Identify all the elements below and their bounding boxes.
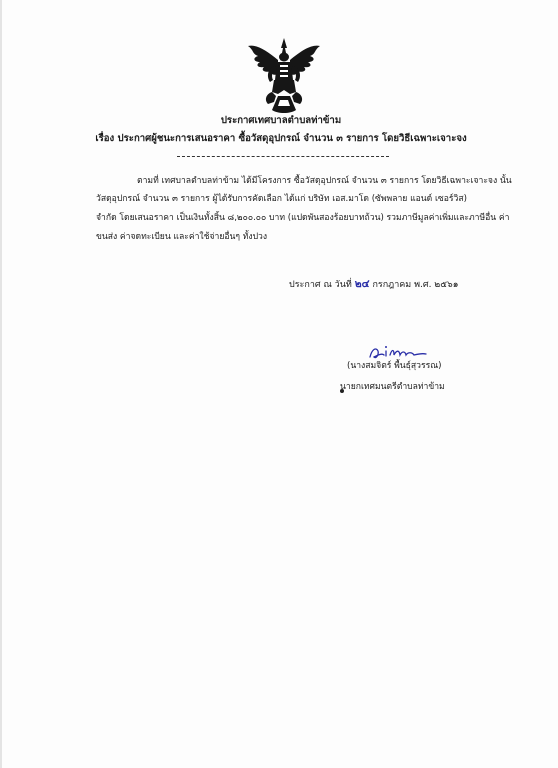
date-prefix: ประกาศ ณ วันที่: [289, 280, 352, 290]
signature-mark: [366, 341, 428, 363]
document-title: ประกาศเทศบาลตำบลท่าข้าม: [220, 115, 342, 126]
garuda-emblem-icon: [244, 36, 324, 116]
body-line: วัสดุอุปกรณ์ จำนวน ๓ รายการ ผู้ได้รับการคัดเลือก ได้แก่ บริษัท เอส.มาโด (ซัพพลาย แอนด์ เซอร์วิส): [96, 194, 467, 204]
date-day: ๒๔: [354, 278, 370, 290]
body-line: จำกัด โดยเสนอราคา เป็นเงินทั้งสิ้น ๘,๒๐๐.๐๐ บาท (แปดพันสองร้อยบาทถ้วน) รวมภาษีมูลค่าเพิ่มและภาษีอื่น ค่า: [96, 213, 510, 223]
announcement-date: [289, 279, 458, 290]
date-suffix: กรกฎาคม พ.ศ. ๒๕๖๑: [372, 280, 459, 290]
signer-position: นายกเทศมนตรีตำบลท่าข้าม: [340, 382, 445, 392]
divider: [177, 156, 389, 157]
signer-name: (นางสมจิตร์ พื้นธุ์สุวรรณ): [347, 361, 442, 371]
document-subject: เรื่อง ประกาศผู้ชนะการเสนอราคา ซื้อวัสดุอุปกรณ์ จำนวน ๓ รายการ โดยวิธีเฉพาะเจาะจง: [95, 133, 467, 144]
body-line: ตามที่ เทศบาลตำบลท่าข้าม ได้มีโครงการ ซื้อวัสดุอุปกรณ์ จำนวน ๓ รายการ โดยวิธีเฉพาะเจาะจง นั้น: [137, 176, 512, 186]
body-line: ขนส่ง ค่าจดทะเบียน และค่าใช้จ่ายอื่นๆ ทั้งปวง: [96, 232, 268, 242]
